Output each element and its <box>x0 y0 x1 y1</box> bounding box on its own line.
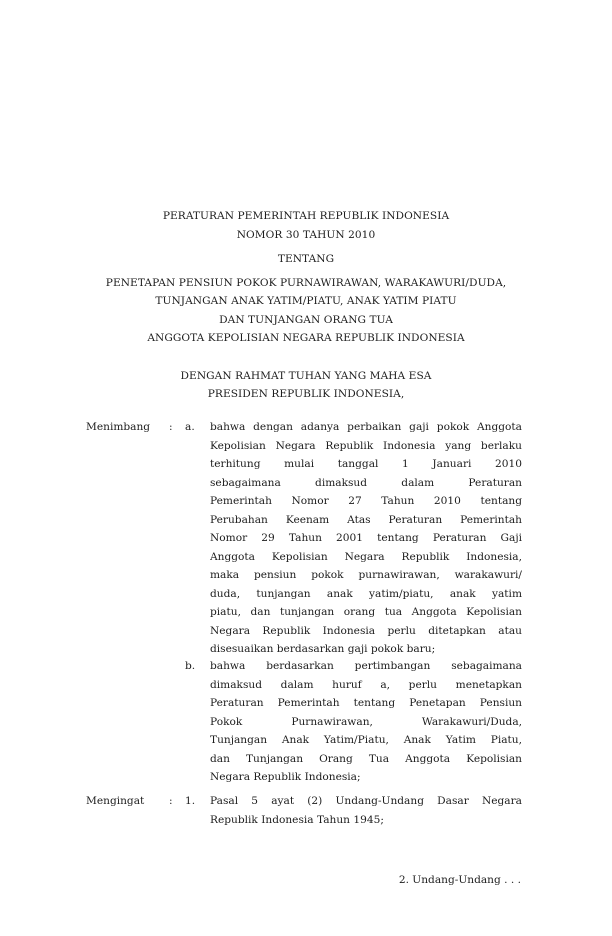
text-line: Kepolisian Negara Republik Indonesia yang berlaku <box>210 439 522 452</box>
text-line: Peraturan Pemerintah tentang Penetapan Pensiun <box>210 697 522 709</box>
regulation-number: NOMOR 30 TAHUN 2010 <box>236 229 376 241</box>
mengingat-colon: : <box>169 795 173 807</box>
text-line: sebagaimana dimaksud dalam Peraturan <box>210 476 522 489</box>
mengingat-item-1 <box>210 792 522 829</box>
mengingat-label: Mengingat <box>86 795 145 807</box>
text-line: Pokok Purnawirawan, Warakawuri/Duda, <box>210 715 522 728</box>
preamble-line: DENGAN RAHMAT TUHAN YANG MAHA ESA <box>180 370 432 382</box>
text-line: Pemerintah Nomor 27 Tahun 2010 tentang <box>210 495 522 507</box>
text-line: piatu, dan tunjangan orang tua Anggota Kepolisian <box>210 606 522 618</box>
text-line: bahwa dengan adanya perbaikan gaji pokok Anggota <box>210 421 522 433</box>
continuation-footer: 2. Undang-Undang . . . <box>398 874 521 886</box>
item-marker-b: b. <box>185 660 196 672</box>
text-line: Negara Republik Indonesia; <box>210 771 361 783</box>
menimbang-label: Menimbang <box>86 421 151 433</box>
subject-line: PENETAPAN PENSIUN POKOK PURNAWIRAWAN, WARAKAWURI/DUDA, <box>105 277 507 289</box>
text-line: dimaksud dalam huruf a, perlu menetapkan <box>210 678 522 691</box>
subject-line: DAN TUNJANGAN ORANG TUA <box>219 314 393 326</box>
regulation-title: PERATURAN PEMERINTAH REPUBLIK INDONESIA <box>162 210 450 222</box>
text-line: Tunjangan Anak Yatim/Piatu, Anak Yatim Piatu, <box>210 734 522 746</box>
text-line: bahwa berdasarkan pertimbangan sebagaimana <box>210 660 522 672</box>
text-line: dan Tunjangan Orang Tua Anggota Kepolisian <box>210 752 522 765</box>
text-line: terhitung mulai tanggal 1 Januari 2010 <box>210 458 522 470</box>
menimbang-colon: : <box>169 421 173 433</box>
text-line: Nomor 29 Tahun 2001 tentang Peraturan Gaji <box>210 532 522 544</box>
text-line: duda, tunjangan anak yatim/piatu, anak yatim <box>210 587 522 600</box>
text-line: Pasal 5 ayat (2) Undang-Undang Dasar Negara <box>210 795 522 807</box>
text-line: Republik Indonesia Tahun 1945; <box>210 813 384 826</box>
subject-line: TUNJANGAN ANAK YATIM/PIATU, ANAK YATIM PIATU <box>155 295 457 307</box>
item-marker-a: a. <box>185 421 195 433</box>
text-line: disesuaikan berdasarkan gaji pokok baru; <box>210 643 436 655</box>
menimbang-item-a <box>210 418 522 659</box>
tentang-heading: TENTANG <box>277 253 335 265</box>
preamble-line: PRESIDEN REPUBLIK INDONESIA, <box>207 388 405 400</box>
text-line: Negara Republik Indonesia perlu ditetapkan atau <box>210 624 522 637</box>
menimbang-item-b <box>210 657 522 787</box>
text-line: Anggota Kepolisian Negara Republik Indonesia, <box>210 550 522 563</box>
text-line: maka pensiun pokok purnawirawan, warakawuri/ <box>210 569 522 581</box>
text-line: Perubahan Keenam Atas Peraturan Pemerintah <box>210 513 522 526</box>
item-marker-1: 1. <box>185 795 196 807</box>
subject-line: ANGGOTA KEPOLISIAN NEGARA REPUBLIK INDONESIA <box>147 332 465 344</box>
